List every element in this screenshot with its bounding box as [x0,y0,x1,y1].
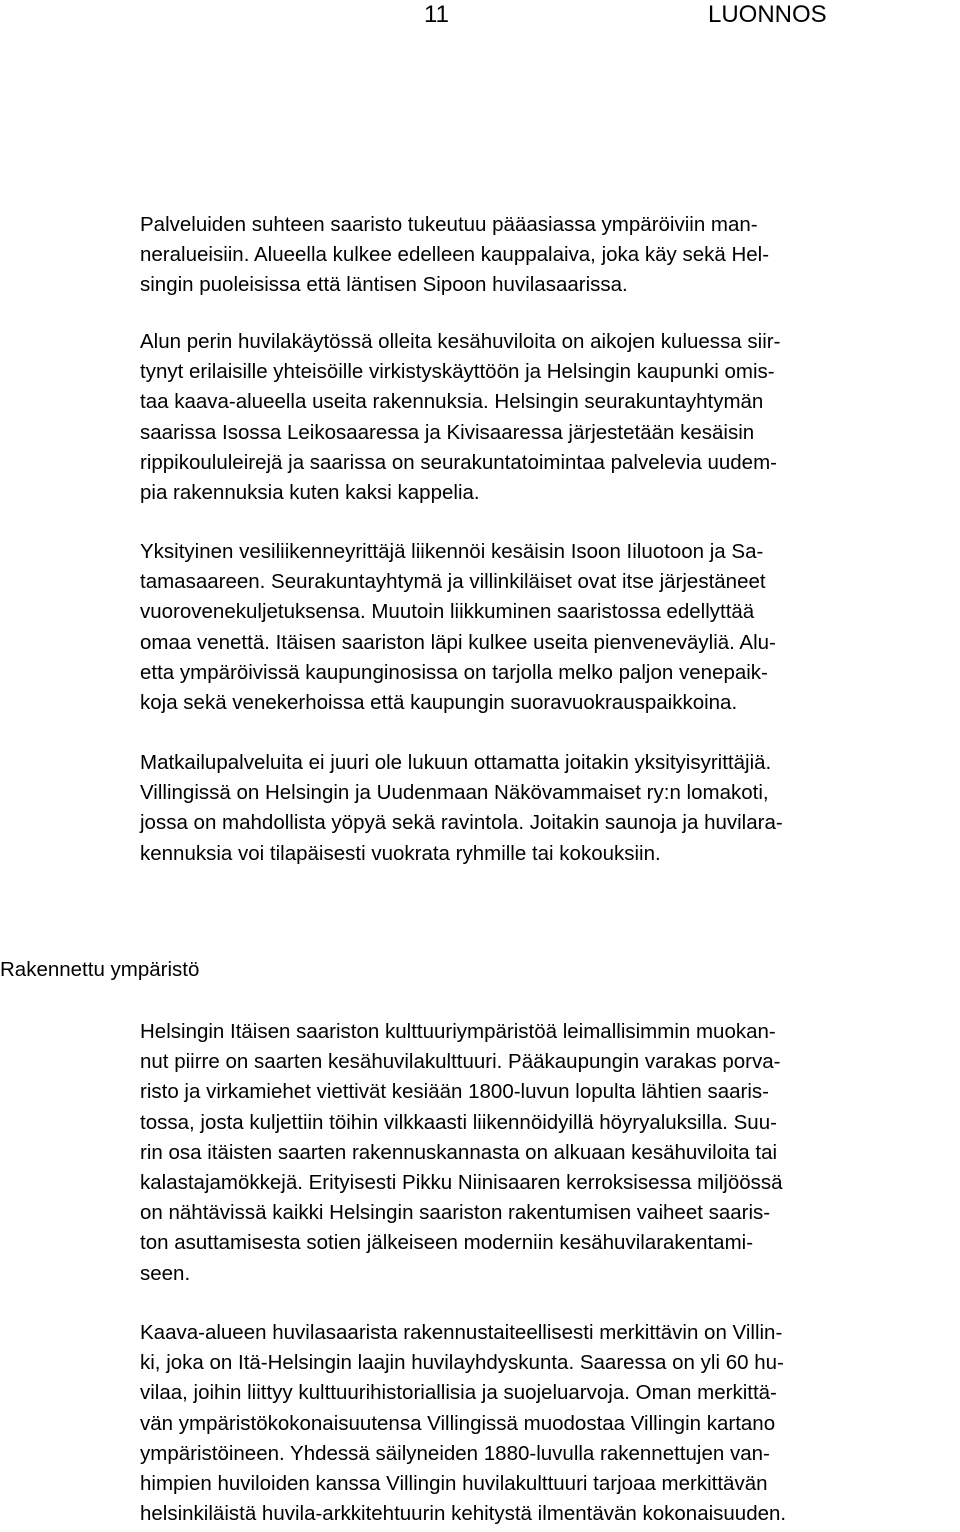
text-line: Alun perin huvilakäytössä olleita kesähuviloita on aikojen kuluessa siir- [140,330,781,353]
text-line: jossa on mahdollista yöpyä sekä ravintola. Joitakin saunoja ja huvilara- [140,811,783,835]
text-line: helsinkiläistä huvila-arkkitehtuurin kehitystä ilmentävän kokonaisuuden. [140,1502,787,1526]
text-line: ton asuttamisesta sotien jälkeiseen moderniin kesähuvilarakentami- [140,1231,754,1255]
text-line: nut piirre on saarten kesähuvilakulttuuri. Pääkaupungin varakas porva- [140,1050,781,1074]
text-line: ympäristöineen. Yhdessä säilyneiden 1880-luvulla rakennettujen van- [140,1441,770,1465]
section-heading: Rakennettu ympäristö [0,958,200,981]
text-line: Villingissä on Helsingin ja Uudenmaan Näkövammaiset ry:n lomakoti, [140,781,769,805]
text-line: kalastajamökkejä. Erityisesti Pikku Niinisaaren kerroksisessa miljöössä [140,1171,783,1195]
text-line: etta ympäröivissä kaupunginosissa on tarjolla melko paljon venepaik- [140,660,768,684]
text-line: Helsingin Itäisen saariston kulttuuriympäristöä leimallisimmin muokan- [140,1020,776,1043]
text-line: rippikoululeirejä ja saarissa on seurakuntatoimintaa palvelevia uudem- [140,450,777,474]
text-line: singin puoleisissa että läntisen Sipoon huvilasaarissa. [140,273,628,297]
text-line: himpien huviloiden kanssa Villingin huvilakulttuuri tarjoaa merkittävän [140,1472,768,1496]
text-line: kennuksia voi tilapäisesti vuokrata ryhmille tai kokouksiin. [140,841,661,865]
text-line: tamasaareen. Seurakuntayhtymä ja villinkiläiset ovat itse järjestäneet [140,570,766,594]
text-line: saarissa Isossa Leikosaaressa ja Kivisaaressa järjestetään kesäisin [140,420,755,444]
text-line: ki, joka on Itä-Helsingin laajin huvilayhdyskunta. Saaressa on yli 60 hu- [140,1351,784,1375]
paragraph-water-traffic [140,537,776,718]
text-line: rin osa itäisten saarten rakennuskannasta on alkuaan kesähuviloita tai [140,1140,778,1164]
text-line: Yksityinen vesiliikenneyrittäjä liikennöi kesäisin Isoon Iiluotoon ja Sa- [140,540,764,563]
paragraph-services [140,210,769,301]
text-line: neralueisiin. Alueella kulkee edelleen kauppalaiva, joka käy sekä Hel- [140,243,770,267]
text-line: koja sekä venekerhoissa että kaupungin suoravuokrauspaikkoina. [140,691,738,715]
text-line: Palveluiden suhteen saaristo tukeutuu pääasiassa ympäröiviin man- [140,213,758,236]
text-line: vilaa, joihin liittyy kulttuurihistoriallisia ja suojeluarvoja. Oman merkittä- [140,1381,777,1405]
text-line: vuorovenekuljetuksensa. Muutoin liikkuminen saaristossa edellyttää [140,600,755,624]
paragraph-villinki [140,1318,786,1529]
draft-status-label: LUONNOS [708,1,827,28]
text-line: vän ympäristökokonaisuutensa Villingissä muodostaa Villingin kartano [140,1411,776,1435]
text-line: tossa, josta kuljettiin töihin vilkkaasti liikennöidyillä höyryaluksilla. Suu- [140,1110,777,1134]
text-line: Kaava-alueen huvilasaarista rakennustaiteellisesti merkittävin on Villin- [140,1321,783,1344]
text-line: Matkailupalveluita ei juuri ole lukuun ottamatta joitakin yksityisyrittäjiä. [140,751,772,774]
text-line: taa kaava-alueella useita rakennuksia. Helsingin seurakuntayhtymän [140,390,764,414]
page-number: 11 [424,1,449,28]
paragraph-villa-culture [140,1017,783,1289]
page-header [0,0,960,40]
text-line: seen. [140,1261,191,1285]
paragraph-tourism [140,748,783,869]
text-line: risto ja virkamiehet viettivät kesiään 1800-luvun lopulta lähtien saaris- [140,1080,769,1104]
text-line: tynyt erilaisille yhteisöille virkistyskäyttöön ja Helsingin kaupunki omis- [140,360,775,384]
text-line: pia rakennuksia kuten kaksi kappelia. [140,481,480,505]
paragraph-villa-use [140,327,780,508]
text-line: omaa venettä. Itäisen saariston läpi kulkee useita pienveneväyliä. Alu- [140,630,776,654]
text-line: on nähtävissä kaikki Helsingin saariston rakentumisen vaiheet saaris- [140,1201,771,1225]
